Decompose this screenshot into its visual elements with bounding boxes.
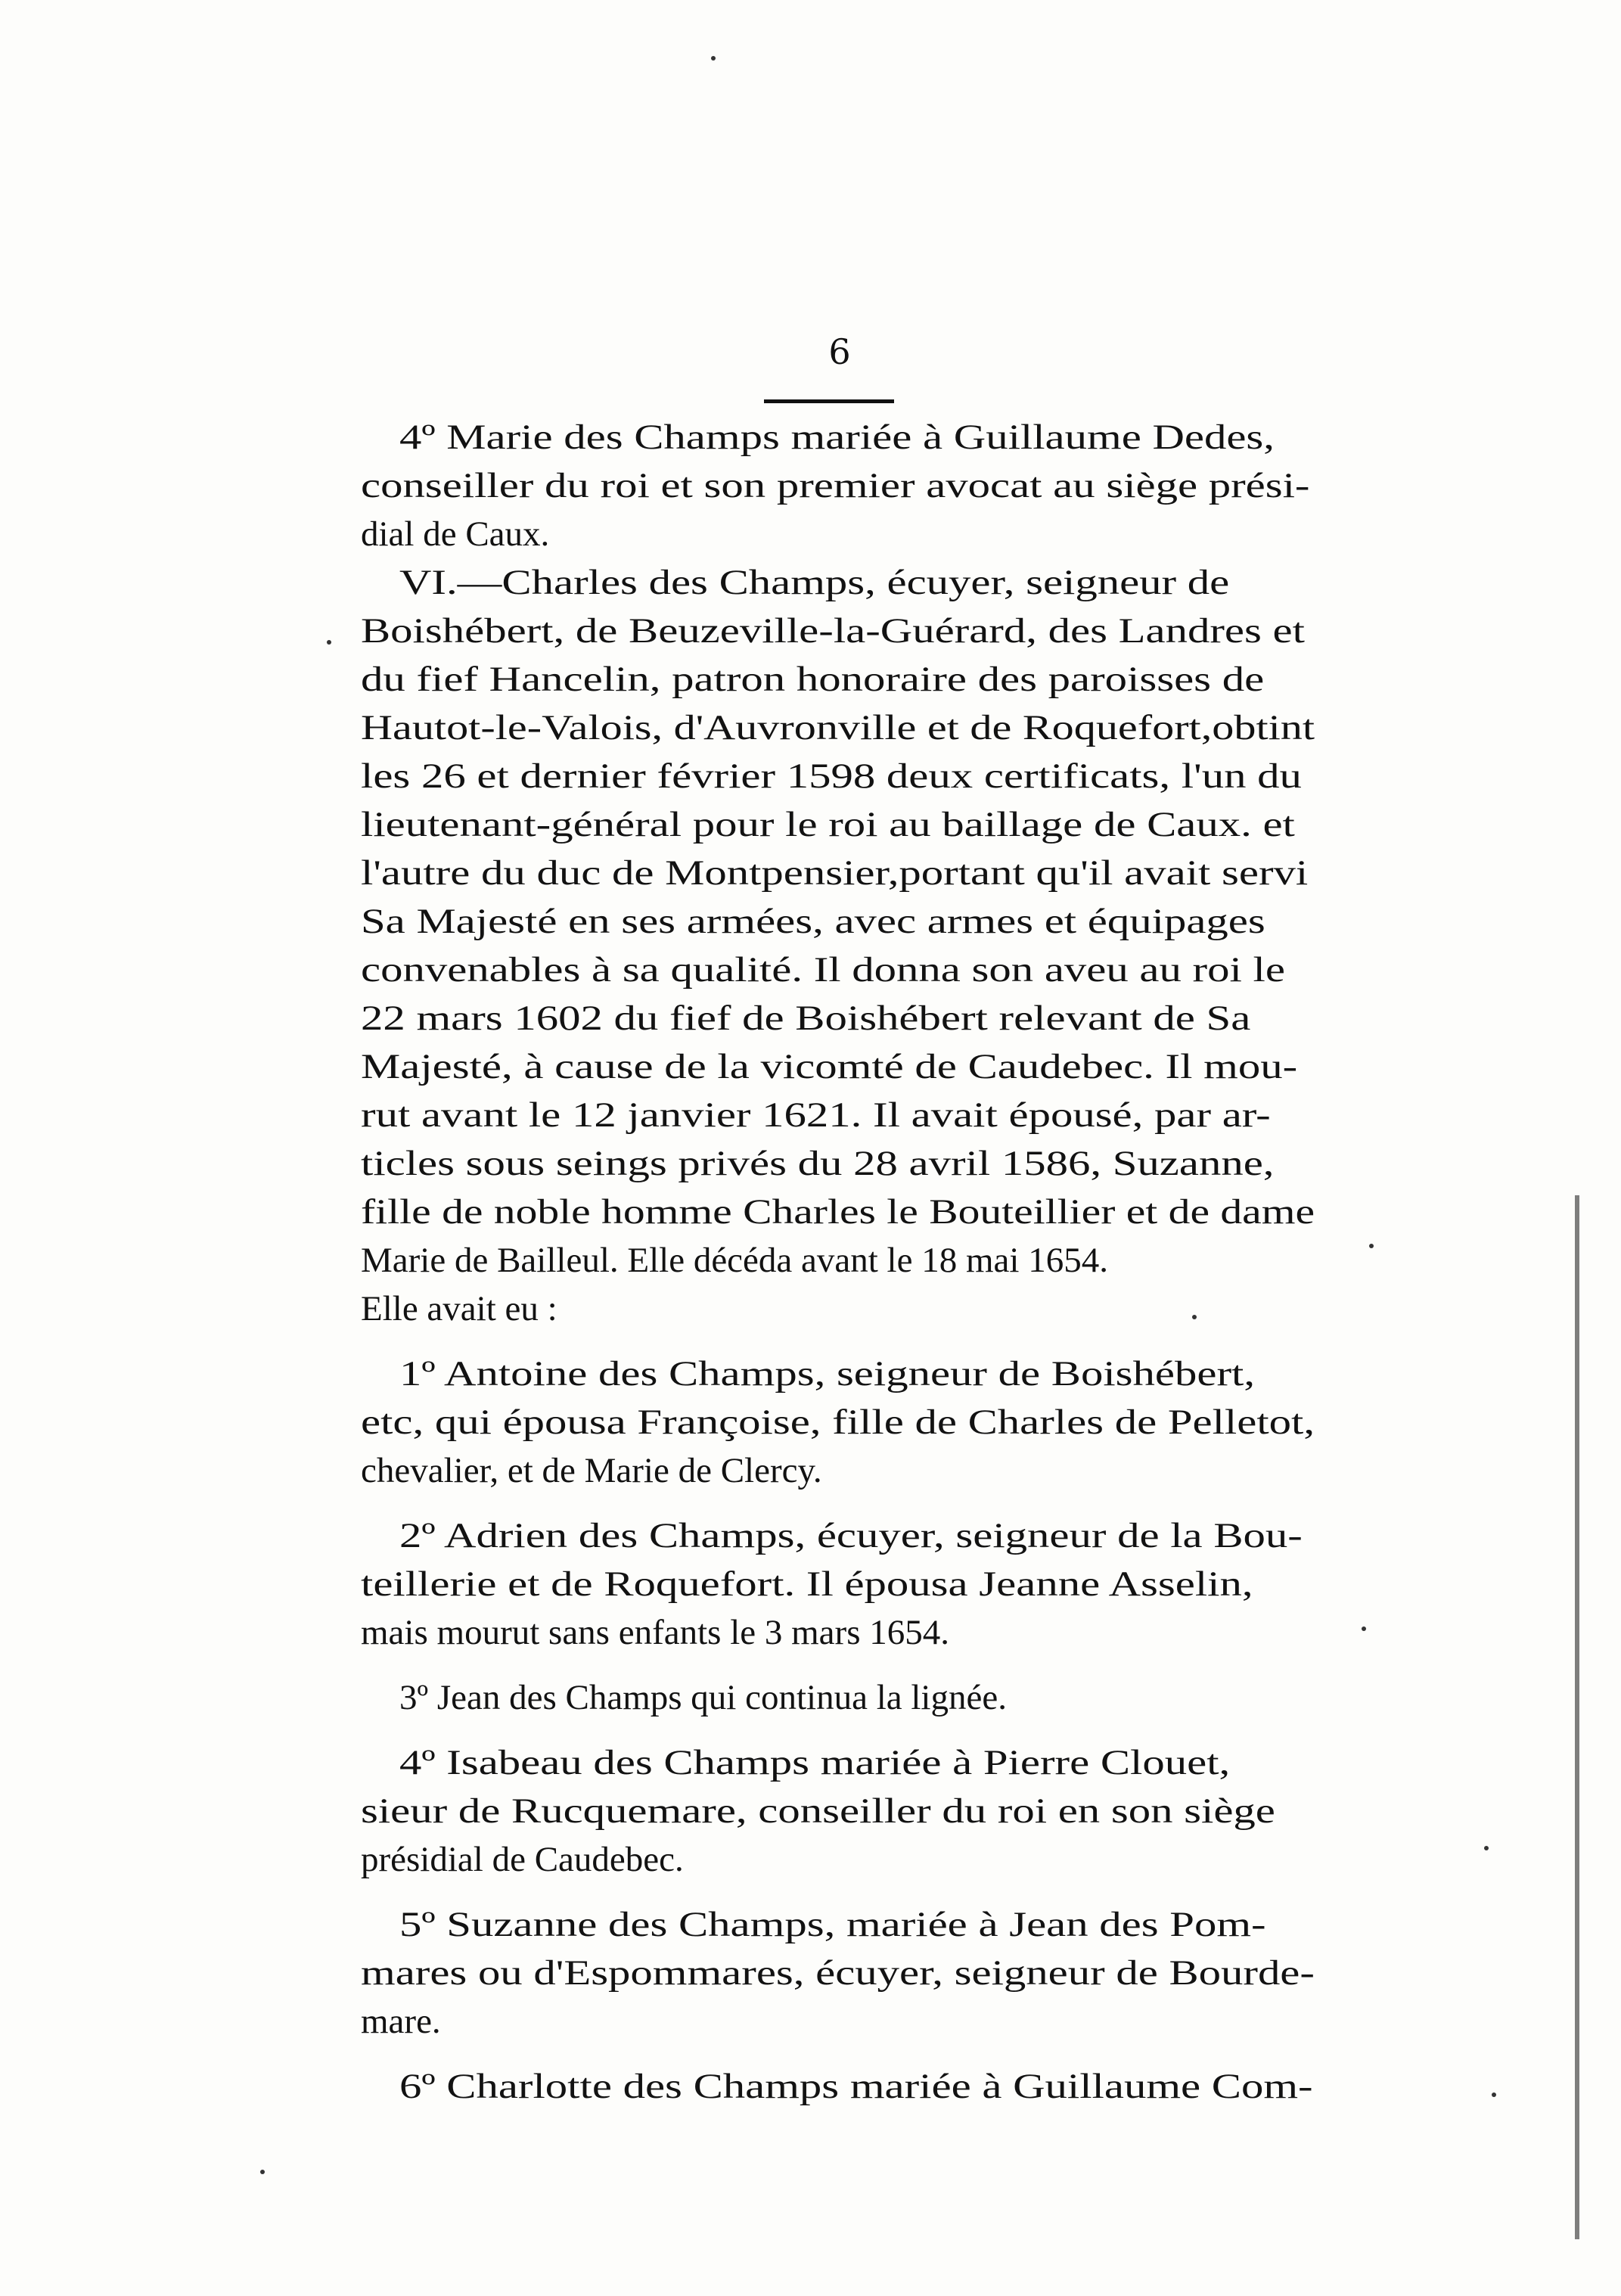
text-line: 4º Marie des Champs mariée à Guillaume Dedes, (399, 418, 1275, 457)
text-line: Sa Majesté en ses armées, avec armes et équipages (361, 902, 1265, 941)
text-line: convenables à sa qualité. Il donna son aveu au roi le (361, 950, 1285, 990)
text-line: l'autre du duc de Montpensier,portant qu'il avait servi (361, 853, 1309, 893)
text-line: conseiller du roi et son premier avocat au siège prési- (361, 466, 1310, 505)
text-line: 1º Antoine des Champs, seigneur de Boishébert, (399, 1354, 1256, 1393)
text-line: chevalier, et de Marie de Clercy. (361, 1451, 822, 1490)
text-line: mais mourut sans enfants le 3 mars 1654. (361, 1613, 949, 1652)
text-line: 22 mars 1602 du fief de Boishébert relevant de Sa (361, 999, 1251, 1038)
text-line: 6º Charlotte des Champs mariée à Guillaume Com- (399, 2067, 1313, 2106)
text-line: Elle avait eu : (361, 1289, 557, 1328)
text-line: sieur de Rucquemare, conseiller du roi en son siège (361, 1791, 1275, 1831)
scan-speck (1369, 1244, 1374, 1248)
text-line: 5º Suzanne des Champs, mariée à Jean des Pom- (399, 1905, 1266, 1944)
text-line: du fief Hancelin, patron honoraire des paroisses de (361, 660, 1265, 699)
text-line: mares ou d'Espommares, écuyer, seigneur de Bourde- (361, 1953, 1315, 1993)
text-line: teillerie et de Roquefort. Il épousa Jeanne Asselin, (361, 1564, 1253, 1604)
text-line: rut avant le 12 janvier 1621. Il avait épousé, par ar- (361, 1095, 1271, 1135)
scan-speck (260, 2170, 265, 2174)
text-line: 3º Jean des Champs qui continua la lignée. (399, 1678, 1007, 1717)
text-line: VI.—Charles des Champs, écuyer, seigneur de (399, 563, 1230, 602)
scan-speck (1192, 1315, 1197, 1319)
text-line: Majesté, à cause de la vicomté de Caudebec. Il mou- (361, 1047, 1298, 1086)
text-line: etc, qui épousa Françoise, fille de Charles de Pelletot, (361, 1403, 1315, 1442)
scan-speck (711, 56, 716, 61)
text-line: présidial de Caudebec. (361, 1840, 684, 1879)
text-line: ticles sous seings privés du 28 avril 1586, Suzanne, (361, 1144, 1275, 1183)
header-rule (764, 399, 894, 403)
text-line: Hautot-le-Valois, d'Auvronville et de Roquefort,obtint (361, 708, 1315, 747)
text-line: Marie de Bailleul. Elle décéda avant le 18 mai 1654. (361, 1241, 1108, 1280)
text-line: fille de noble homme Charles le Bouteillier et de dame (361, 1192, 1315, 1232)
page-number: 6 (828, 331, 851, 372)
scan-speck (1492, 2092, 1496, 2097)
text-line: mare. (361, 2002, 441, 2041)
scan-speck (1484, 1846, 1489, 1850)
text-line: 2º Adrien des Champs, écuyer, seigneur de la Bou- (399, 1516, 1303, 1555)
text-line: 4º Isabeau des Champs mariée à Pierre Clouet, (399, 1743, 1231, 1782)
scan-edge-shadow (1575, 1195, 1579, 2239)
text-line: les 26 et dernier février 1598 deux certificats, l'un du (361, 757, 1302, 796)
text-line: Boishébert, de Beuzeville-la-Guérard, des Landres et (361, 611, 1305, 651)
scan-speck (327, 640, 331, 645)
text-line: dial de Caux. (361, 514, 550, 554)
text-line: lieutenant-général pour le roi au baillage de Caux. et (361, 805, 1295, 844)
scan-speck (1362, 1626, 1366, 1631)
